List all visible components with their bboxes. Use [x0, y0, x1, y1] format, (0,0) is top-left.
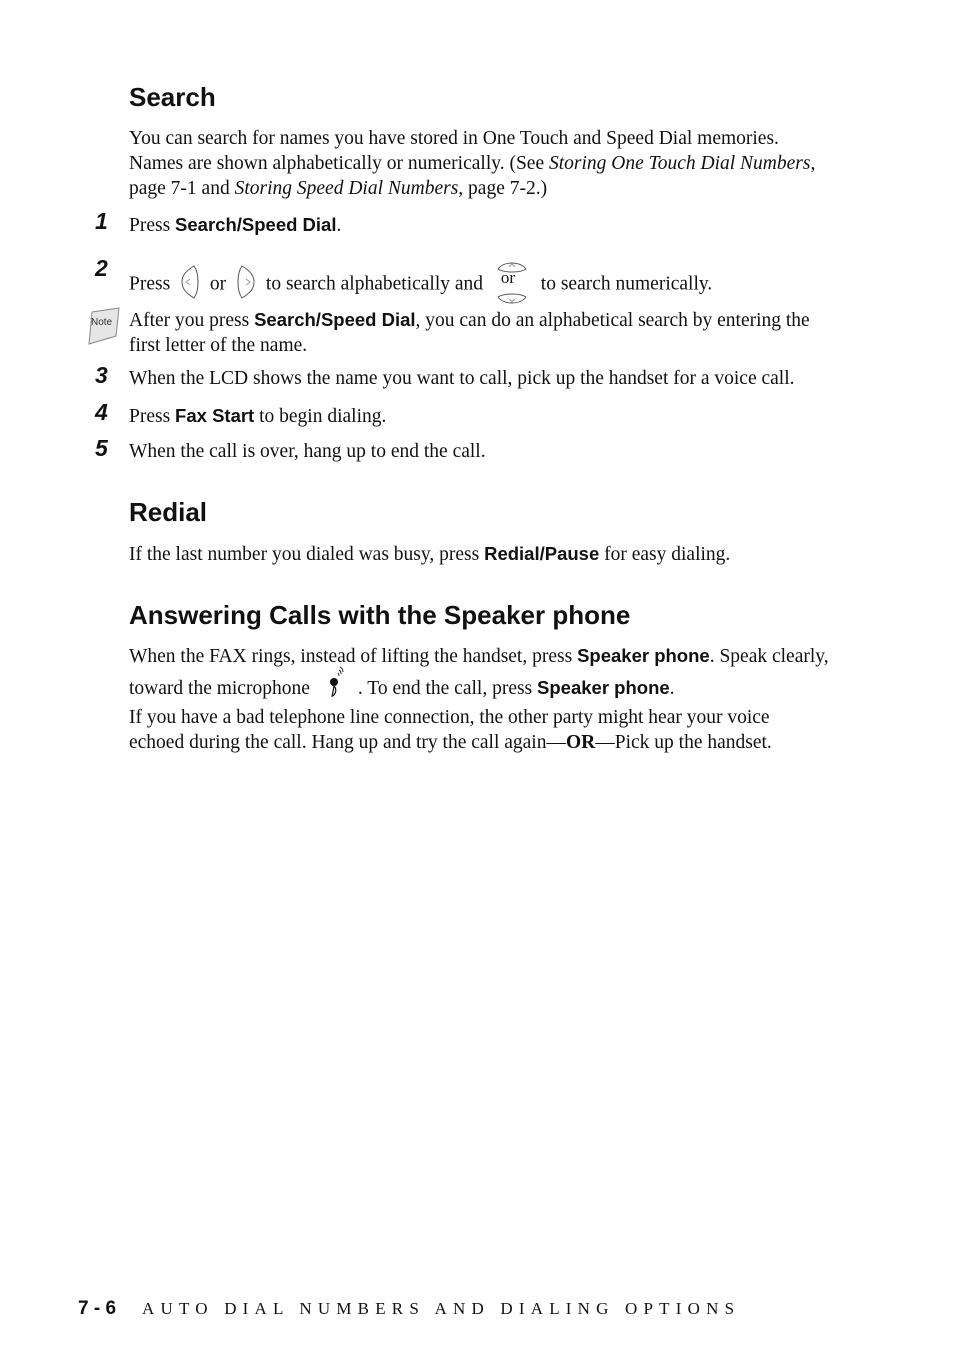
- step-1-text: Press Search/Speed Dial.: [129, 214, 342, 236]
- heading-redial: Redial: [129, 497, 208, 527]
- page-number: 7 - 6: [78, 1298, 117, 1319]
- step-1-number: 1: [95, 208, 108, 234]
- right-arrow-key-icon: [235, 264, 257, 307]
- page-footer: [78, 1298, 740, 1320]
- search-intro: You can search for names you have stored in One Touch and Speed Dial memories. Names are shown alphabetically or numerically. (See Storing One Touch Dial Numbers, page 7-1 and Storing Speed Dial Numbers, page 7-2.): [129, 128, 816, 199]
- step-4-number: 4: [95, 399, 108, 425]
- speaker-para-1: When the FAX rings, instead of lifting the handset, press Speaker phone. Speak clearly, toward the microphone . To end the call, press Speaker phone.: [129, 643, 829, 710]
- chapter-title: AUTO DIAL NUMBERS AND DIALING OPTIONS: [142, 1299, 741, 1318]
- step-2-text: Press or to search alphabetically and or to search numerically.: [129, 259, 839, 311]
- heading-speaker-phone: Answering Calls with the Speaker phone: [129, 600, 631, 630]
- note-icon: Note: [86, 306, 122, 346]
- speaker-para-2: If you have a bad telephone line connection, the other party might hear your voice echoed during the call. Hang up and try the call again—OR—Pick up the handset.: [129, 707, 772, 753]
- redial-text: If the last number you dialed was busy, press Redial/Pause for easy dialing.: [129, 543, 731, 565]
- left-arrow-key-icon: [179, 264, 201, 307]
- note-text: After you press Search/Speed Dial, you can do an alphabetical search by entering the first letter of the name.: [129, 309, 810, 356]
- step-5-number: 5: [95, 435, 108, 461]
- heading-search: Search: [129, 82, 216, 112]
- step-2-number: 2: [95, 255, 108, 281]
- up-down-key-icon: [492, 257, 532, 309]
- or-icon-label: or: [500, 268, 516, 287]
- microphone-icon: [322, 665, 352, 706]
- step-3-text: When the LCD shows the name you want to call, pick up the handset for a voice call.: [129, 368, 795, 389]
- step-3-number: 3: [95, 362, 108, 388]
- step-5-text: When the call is over, hang up to end the call.: [129, 441, 486, 462]
- step-4-text: Press Fax Start to begin dialing.: [129, 405, 387, 427]
